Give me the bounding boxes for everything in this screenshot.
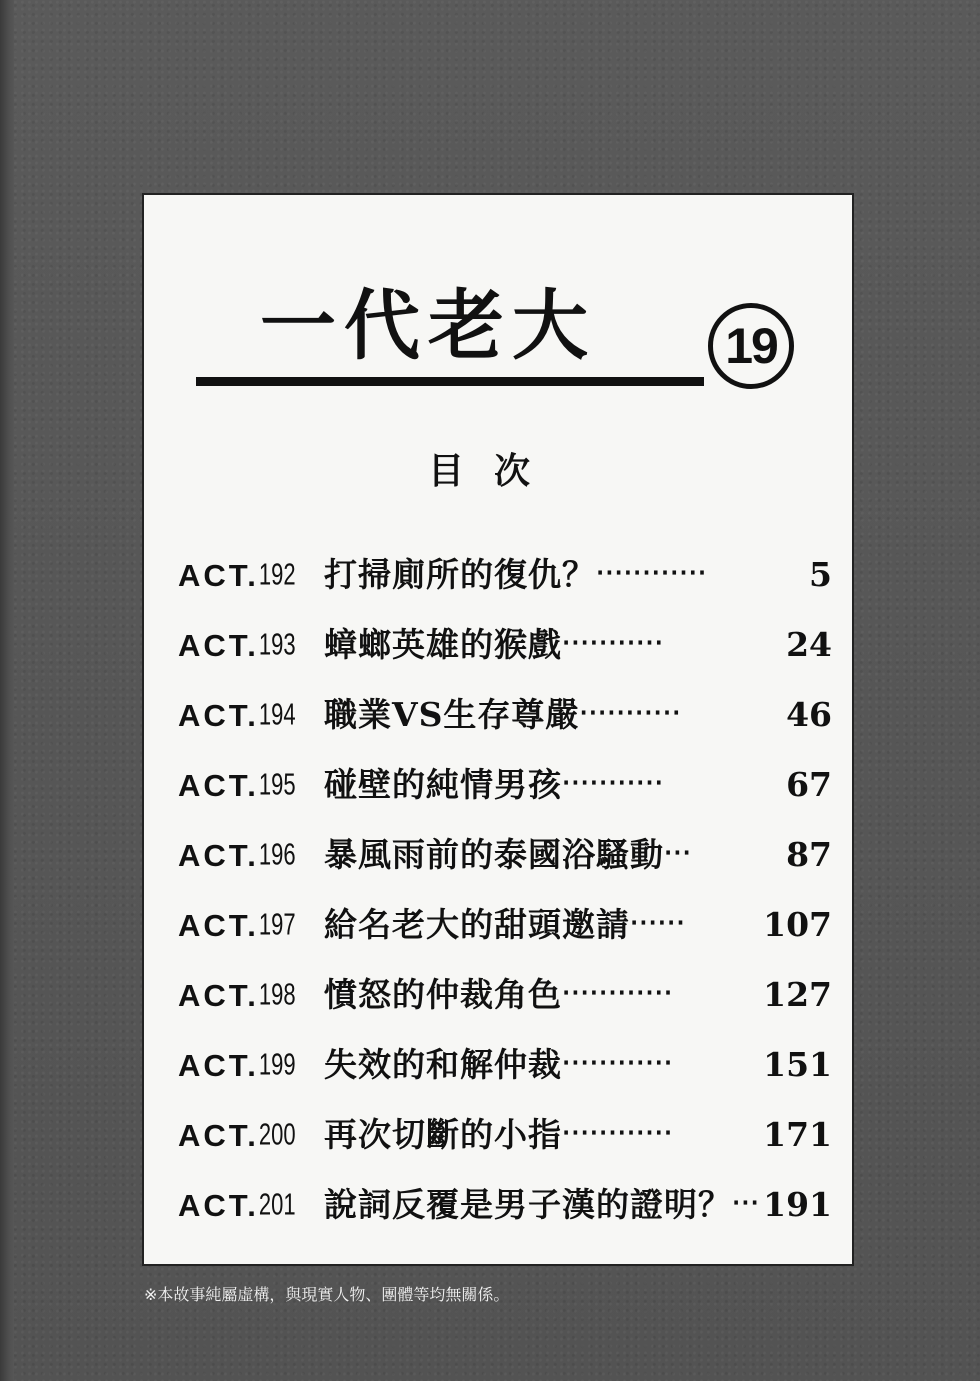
act-number: 201 [258,1186,296,1222]
act-prefix: ACT. [178,978,259,1013]
act-prefix: ACT. [178,1118,259,1153]
act-prefix: ACT. [178,908,259,943]
act-prefix: ACT. [178,558,259,593]
title-underline [196,377,704,386]
toc-heading: 目次 [427,451,560,492]
dot-leader: ‧‧‧‧‧‧ [630,911,686,939]
toc-row [178,1095,832,1154]
act-number: 195 [258,766,296,802]
act-number: 198 [258,976,296,1012]
dot-leader: ‧‧‧ [732,1191,760,1219]
dot-leader: ‧‧‧‧‧‧‧‧‧‧‧‧ [562,981,674,1009]
toc-row [178,955,832,1014]
book-title: 一代老大 [260,281,596,370]
page-number: 67 [786,765,832,804]
page-number: 46 [786,695,832,734]
page-number: 127 [763,975,832,1014]
dot-leader: ‧‧‧ [664,841,692,869]
chapter-title: 蟑螂英雄的猴戲 [324,625,562,664]
volume-number: 19 [725,318,777,374]
act-number: 199 [258,1046,296,1082]
act-label [178,626,324,663]
dot-leader: ‧‧‧‧‧‧‧‧‧‧‧‧ [596,561,708,589]
act-label [178,976,324,1013]
chapter-title: 說詞反覆是男子漢的證明？ [324,1185,732,1224]
act-prefix: ACT. [178,698,259,733]
act-number: 194 [258,696,296,732]
page-number: 191 [763,1185,832,1224]
page-number: 151 [763,1045,832,1084]
page-number: 87 [786,835,832,874]
chapter-title: 職業VS生存尊嚴 [324,695,580,734]
act-label [178,1046,324,1083]
act-prefix: ACT. [178,628,259,663]
toc-row [178,885,832,944]
act-label [178,1116,324,1153]
act-prefix: ACT. [178,768,259,803]
toc-row [178,535,832,594]
dot-leader: ‧‧‧‧‧‧‧‧‧‧‧ [562,771,664,799]
act-prefix: ACT. [178,838,259,873]
act-label [178,766,324,803]
toc-row [178,1025,832,1084]
act-number: 196 [258,836,296,872]
act-number: 192 [258,556,296,592]
toc-row [178,745,832,804]
dot-leader: ‧‧‧‧‧‧‧‧‧‧‧‧ [562,1051,674,1079]
toc-row [178,1165,832,1224]
scan-left-edge [0,0,14,1381]
toc-row [178,675,832,734]
act-label [178,836,324,873]
dot-leader: ‧‧‧‧‧‧‧‧‧‧‧‧ [562,1121,674,1149]
chapter-title: 再次切斷的小指 [324,1115,562,1154]
act-number: 197 [258,906,296,942]
dot-leader: ‧‧‧‧‧‧‧‧‧‧‧ [579,701,682,729]
chapter-title: 憤怒的仲裁角色 [324,975,562,1014]
page-number: 171 [763,1115,832,1154]
act-label [178,556,324,593]
chapter-title: 失效的和解仲裁 [324,1045,562,1084]
toc-row [178,605,832,664]
page-number: 24 [786,625,832,664]
chapter-title: 碰壁的純情男孩 [324,765,562,804]
chapter-title: 給名老大的甜頭邀請 [324,905,630,944]
act-label [178,1186,324,1223]
act-label [178,696,324,733]
act-prefix: ACT. [178,1188,259,1223]
page-number: 5 [809,555,832,594]
chapter-title: 打掃廁所的復仇？ [324,555,596,594]
toc-panel [142,193,854,1266]
act-label [178,906,324,943]
act-prefix: ACT. [178,1048,259,1083]
toc-row [178,815,832,874]
disclaimer-note: ※本故事純屬虛構，與現實人物、團體等均無關係。 [144,1285,510,1304]
dot-leader: ‧‧‧‧‧‧‧‧‧‧‧ [562,631,664,659]
chapter-title: 暴風雨前的泰國浴騷動 [324,835,664,874]
page-number: 107 [763,905,832,944]
act-number: 193 [258,626,296,662]
act-number: 200 [258,1116,296,1152]
volume-number-badge [708,303,794,389]
